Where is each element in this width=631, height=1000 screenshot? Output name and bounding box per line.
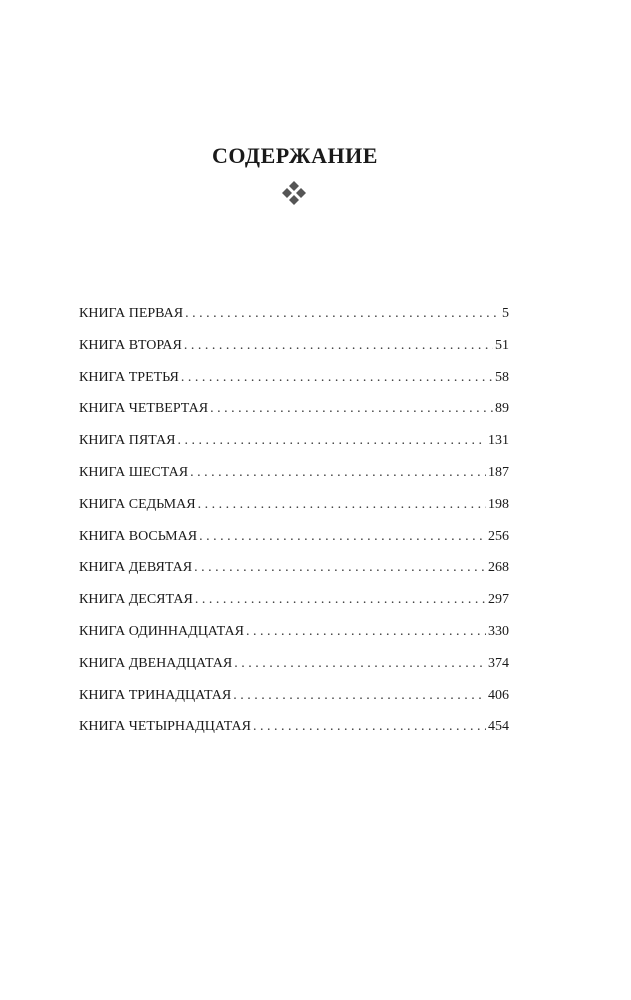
toc-entry-book-3[interactable] (79, 370, 509, 402)
toc-entry-label: КНИГА ДЕВЯТАЯ (79, 560, 193, 576)
toc-dot-leader (181, 370, 493, 386)
toc-page-number: 89 (495, 401, 509, 417)
toc-dot-leader (195, 592, 486, 608)
toc-dot-leader (185, 306, 500, 322)
toc-entry-label: КНИГА ОДИННАДЦАТАЯ (79, 623, 244, 639)
toc-entry-book-11[interactable] (79, 624, 509, 656)
toc-entry-book-4[interactable] (79, 401, 509, 433)
toc-entry-book-8[interactable] (79, 529, 509, 561)
toc-page-number: 297 (488, 592, 509, 608)
toc-dot-leader (199, 529, 486, 545)
toc-dot-leader (253, 719, 486, 735)
toc-entry-label: КНИГА ДЕСЯТАЯ (79, 592, 193, 608)
toc-entry-label: КНИГА ЧЕТЫРНАДЦАТАЯ (79, 719, 251, 735)
toc-entry-label: КНИГА ПЕРВАЯ (79, 306, 184, 321)
toc-page-number: 5 (502, 306, 509, 321)
toc-entry-book-12[interactable] (79, 656, 509, 688)
toc-entry-book-2[interactable] (79, 338, 509, 370)
toc-page-number: 198 (488, 496, 509, 512)
toc-dot-leader (233, 688, 486, 704)
toc-dot-leader (198, 497, 486, 513)
toc-entry-label: КНИГА ТРЕТЬЯ (79, 369, 179, 385)
toc-entry-book-9[interactable] (79, 560, 509, 592)
toc-entry-label: КНИГА ТРИНАДЦАТАЯ (79, 687, 232, 703)
toc-dot-leader (246, 624, 486, 640)
toc-dot-leader (184, 338, 493, 354)
four-diamonds-ornament-icon (281, 180, 307, 206)
toc-page-number: 268 (488, 560, 509, 576)
page-title: СОДЕРЖАНИЕ (212, 142, 378, 168)
toc-page-number: 58 (495, 369, 509, 385)
toc-entry-book-10[interactable] (79, 592, 509, 624)
table-of-contents (79, 306, 509, 751)
toc-page-number: 330 (488, 623, 509, 639)
toc-entry-label: КНИГА ЧЕТВЕРТАЯ (79, 401, 209, 417)
toc-page-number: 454 (488, 719, 509, 735)
toc-entry-label: КНИГА ВОСЬМАЯ (79, 528, 198, 544)
toc-entry-book-7[interactable] (79, 497, 509, 529)
toc-page-number: 131 (488, 433, 509, 449)
toc-page-number: 374 (488, 655, 509, 671)
toc-page-number: 51 (495, 337, 509, 353)
toc-dot-leader (210, 401, 493, 417)
toc-entry-book-5[interactable] (79, 433, 509, 465)
toc-entry-book-13[interactable] (79, 688, 509, 720)
toc-entry-book-6[interactable] (79, 465, 509, 497)
toc-page-number: 187 (488, 464, 509, 480)
toc-page-number: 256 (488, 528, 509, 544)
toc-entry-label: КНИГА ПЯТАЯ (79, 433, 176, 449)
toc-entry-book-1[interactable] (79, 306, 509, 338)
toc-dot-leader (178, 433, 487, 449)
toc-dot-leader (194, 560, 486, 576)
toc-page-number: 406 (488, 687, 509, 703)
toc-dot-leader (190, 465, 486, 481)
toc-entry-label: КНИГА СЕДЬМАЯ (79, 496, 196, 512)
toc-entry-label: КНИГА ШЕСТАЯ (79, 464, 189, 480)
toc-dot-leader (234, 656, 486, 672)
toc-entry-label: КНИГА ВТОРАЯ (79, 337, 182, 353)
toc-entry-book-14[interactable] (79, 719, 509, 751)
toc-entry-label: КНИГА ДВЕНАДЦАТАЯ (79, 655, 233, 671)
